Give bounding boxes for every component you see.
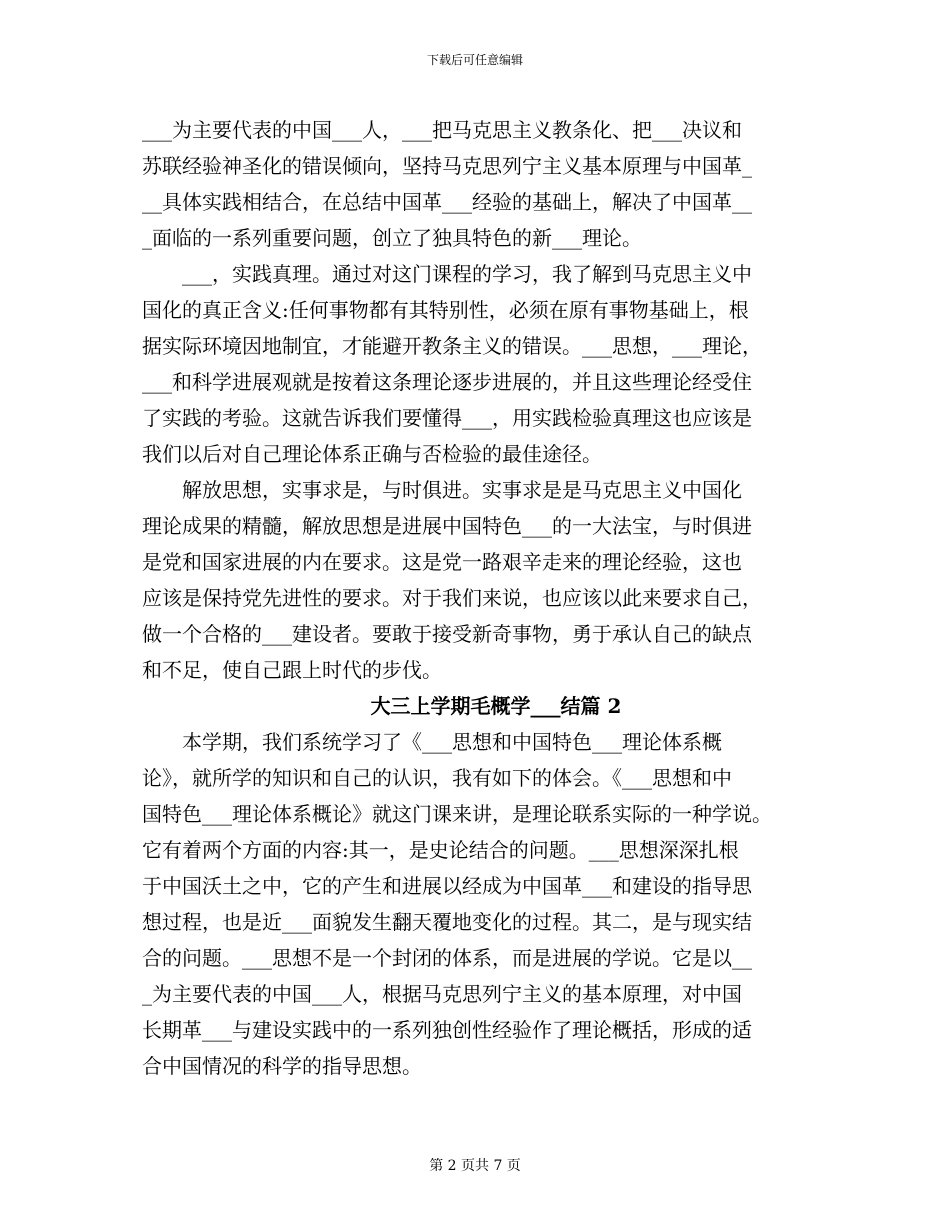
text-line: 合中国情况的科学的指导思想。 [142, 1054, 422, 1078]
text-line: 和不足，使自己跟上时代的步伐。 [142, 658, 442, 682]
text-line: 国特色___理论体系概论》就这门课来讲，是理论联系实际的一种学说。 [142, 802, 772, 826]
text-line: 据实际环境因地制宜，才能避开教条主义的错误。___思想，___理论， [142, 334, 762, 358]
text-line: __具体实践相结合，在总结中国革___经验的基础上，解决了中国革__ [142, 190, 752, 214]
text-line: 本学期，我们系统学习了《___思想和中国特色___理论体系概 [182, 730, 722, 754]
section-title: 大三上学期毛概学___结篇 2 [370, 694, 622, 718]
paragraph-3 [142, 472, 812, 688]
text-line: 合的问题。___思想不是一个封闭的体系，而是进展的学说。它是以__ [142, 946, 752, 970]
text-line: _为主要代表的中国___人，根据马克思列宁主义的基本原理，对中国 [142, 982, 742, 1006]
text-line: 想过程，也是近___面貌发生翻天覆地变化的过程。其二，是与现实结 [142, 910, 752, 934]
text-line: ___和科学进展观就是按着这条理论逐步进展的，并且这些理论经受住 [142, 370, 752, 394]
paragraph-2 [142, 256, 812, 472]
text-line: 苏联经验神圣化的错误倾向，坚持马克思列宁主义基本原理与中国革_ [142, 154, 752, 178]
text-line: _面临的一系列重要问题，创立了独具特色的新___理论。 [142, 226, 642, 250]
text-line: 应该是保持党先进性的要求。对于我们来说，也应该以此来要求自己， [142, 586, 762, 610]
header-note: 下载后可任意编辑 [426, 53, 523, 67]
text-line: 它有着两个方面的内容:其一，是史论结合的问题。___思想深深扎根 [142, 838, 739, 862]
text-line: 是党和国家进展的内在要求。这是党一路艰辛走来的理论经验，这也 [142, 550, 742, 574]
document-body [142, 112, 812, 1084]
text-line: 我们以后对自己理论体系正确与否检验的最佳途径。 [142, 442, 602, 466]
page-number-footer: 第 2 页共 7 页 [429, 1158, 521, 1174]
text-line: 解放思想，实事求是，与时俱进。实事求是是马克思主义中国化 [182, 478, 742, 502]
paragraph-1 [142, 112, 812, 256]
text-line: 于中国沃土之中，它的产生和进展以经成为中国革___和建设的指导思 [142, 874, 752, 898]
text-line: 理论成果的精髓，解放思想是进展中国特色___的一大法宝，与时俱进 [142, 514, 752, 538]
text-line: ___，实践真理。通过对这门课程的学习，我了解到马克思主义中 [182, 262, 752, 286]
text-line: 了实践的考验。这就告诉我们要懂得___，用实践检验真理这也应该是 [142, 406, 752, 430]
text-line: 论》，就所学的知识和自己的认识，我有如下的体会。《___思想和中 [142, 766, 732, 790]
text-line: 国化的真正含义:任何事物都有其特别性，必须在原有事物基础上，根 [142, 298, 749, 322]
text-line: 做一个合格的___建设者。要敢于接受新奇事物，勇于承认自己的缺点 [142, 622, 752, 646]
section-paragraph-1 [142, 724, 812, 1084]
text-line: ___为主要代表的中国___人，___把马克思主义教条化、把___决议和 [142, 118, 742, 142]
text-line: 长期革___与建设实践中的一系列独创性经验作了理论概括，形成的适 [142, 1018, 752, 1042]
